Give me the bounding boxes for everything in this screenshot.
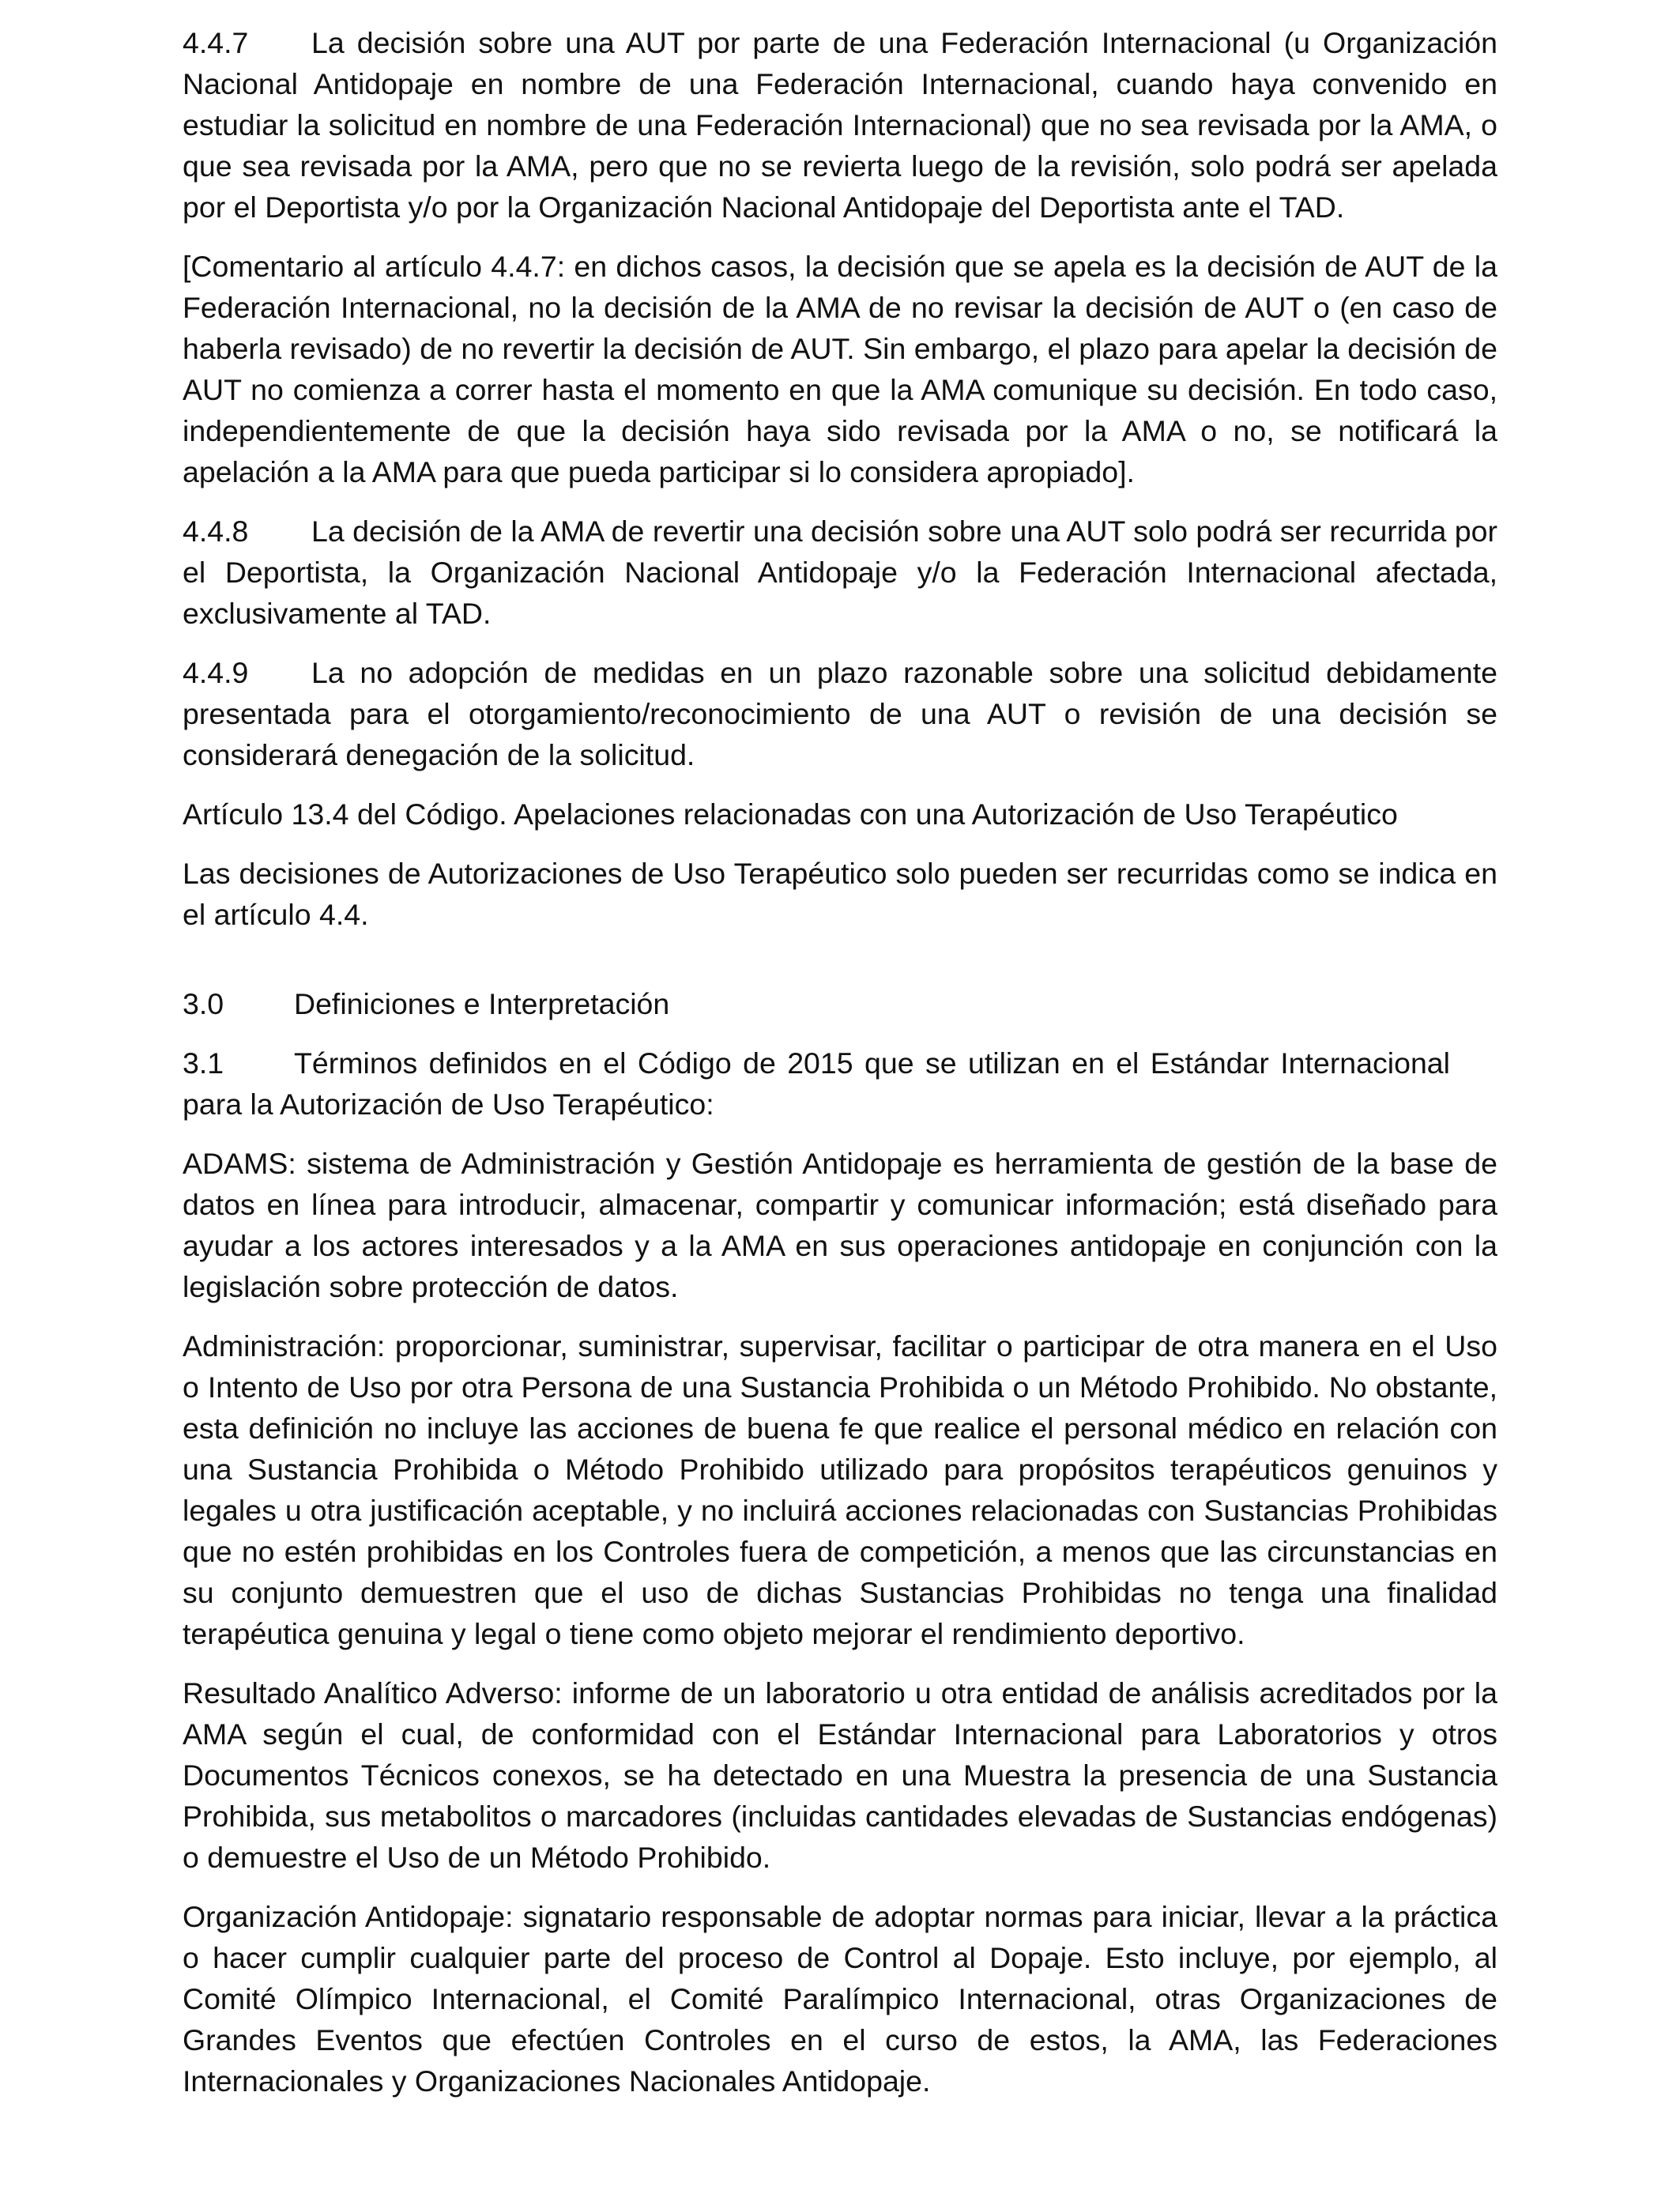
paragraph-4-4-7 <box>183 22 1497 228</box>
definition-term: Organización Antidopaje: <box>183 1900 514 1933</box>
paragraph-text: La no adopción de medidas en un plazo razonable sobre una solicitud debidamente presentada para el otorgamiento/reconocimiento de una AUT o revisión de una decisión se considerará denegación de la solicitud. <box>183 656 1497 771</box>
definition-term: Resultado Analítico Adverso: <box>183 1676 563 1710</box>
section-number: 4.4.7 <box>183 26 249 59</box>
paragraph-text: Términos definidos en el Código de 2015 que se utilizan en el Estándar Internacional para la Autorización de Uso Terapéutico: <box>183 1046 1450 1121</box>
definition-text: sistema de Administración y Gestión Antidopaje es herramienta de gestión de la base de datos en línea para introducir, almacenar, compartir y comunicar información; está diseñado para ayudar a los actores interesados y a la AMA en sus operaciones antidopaje en conjunción con la legislación sobre protección de datos. <box>183 1147 1497 1303</box>
definition-text: proporcionar, suministrar, supervisar, facilitar o participar de otra manera en el Uso o Intento de Uso por otra Persona de una Sustancia Prohibida o un Método Prohibido. No obstante, esta definición no incluye las acciones de buena fe que realice el personal médico en relación con una Sustancia Prohibida o Método Prohibido utilizado para propósitos terapéuticos genuinos y legales u otra justificación aceptable, y no incluirá acciones relacionadas con Sustancias Prohibidas que no estén prohibidas en los Controles fuera de competición, a menos que las circunstancias en su conjunto demuestren que el uso de dichas Sustancias Prohibidas no tenga una finalidad terapéutica genuina y legal o tiene como objeto mejorar el rendimiento deportivo. <box>183 1329 1497 1650</box>
definition-organizacion-antidopaje <box>183 1896 1497 2102</box>
definition-resultado-analitico-adverso <box>183 1672 1497 1878</box>
section-number: 3.1 <box>183 1046 224 1080</box>
section-number: 4.4.8 <box>183 515 249 548</box>
article-13-4-text: Las decisiones de Autorizaciones de Uso Terapéutico solo pueden ser recurridas como se indica en el artículo 4.4. <box>183 857 1497 931</box>
section-number: 3.0 <box>183 987 224 1020</box>
section-number: 4.4.9 <box>183 656 249 689</box>
document-page <box>183 22 1497 2120</box>
definition-term: Administración: <box>183 1329 386 1363</box>
spacer <box>183 953 1497 983</box>
definition-adams <box>183 1143 1497 1307</box>
paragraph-text: La decisión de la AMA de revertir una decisión sobre una AUT solo podrá ser recurrida por el Deportista, la Organización Nacional Antidopaje y/o la Federación Internacional afectada, exclusivamente al TAD. <box>183 515 1497 630</box>
definition-text: signatario responsable de adoptar normas para iniciar, llevar a la práctica o hacer cumplir cualquier parte del proceso de Control al Dopaje. Esto incluye, por ejemplo, al Comité Olímpico Internacional, el Comité Paralímpico Internacional, otras Organizaciones de Grandes Eventos que efectúen Controles en el curso de estos, la AMA, las Federaciones Internacionales y Organizaciones Nacionales Antidopaje. <box>183 1900 1497 2098</box>
paragraph-4-4-9 <box>183 652 1497 775</box>
definition-text: informe de un laboratorio u otra entidad de análisis acreditados por la AMA según el cual, de conformidad con el Estándar Internacional para Laboratorios y otros Documentos Técnicos conexos, se ha detectado en una Muestra la presencia de una Sustancia Prohibida, sus metabolitos o marcadores (incluidas cantidades elevadas de Sustancias endógenas) o demuestre el Uso de un Método Prohibido. <box>183 1676 1497 1874</box>
definition-term: ADAMS: <box>183 1147 296 1180</box>
paragraph-4-4-8 <box>183 511 1497 634</box>
paragraph-3-1 <box>183 1042 1497 1125</box>
section-3-0-heading <box>183 983 1497 1024</box>
article-13-4-heading: Artículo 13.4 del Código. Apelaciones relacionadas con una Autorización de Uso Terapéutico <box>183 797 1398 831</box>
definition-administracion <box>183 1325 1497 1654</box>
comment-4-4-7: [Comentario al artículo 4.4.7: en dichos casos, la decisión que se apela es la decisión de AUT de la Federación Internacional, no la decisión de la AMA de no revisar la decisión de AUT o (en caso de haberla revisado) de no revertir la decisión de AUT. Sin embargo, el plazo para apelar la decisión de AUT no comienza a correr hasta el momento en que la AMA comunique su decisión. En todo caso, independientemente de que la decisión haya sido revisada por la AMA o no, se notificará la apelación a la AMA para que pueda participar si lo considera apropiado]. <box>183 250 1497 488</box>
section-title: Definiciones e Interpretación <box>294 987 670 1020</box>
paragraph-text: La decisión sobre una AUT por parte de una Federación Internacional (u Organización Nacional Antidopaje en nombre de una Federación Internacional, cuando haya convenido en estudiar la solicitud en nombre de una Federación Internacional) que no sea revisada por la AMA, o que sea revisada por la AMA, pero que no se revierta luego de la revisión, solo podrá ser apelada por el Deportista y/o por la Organización Nacional Antidopaje del Deportista ante el TAD. <box>183 26 1497 224</box>
